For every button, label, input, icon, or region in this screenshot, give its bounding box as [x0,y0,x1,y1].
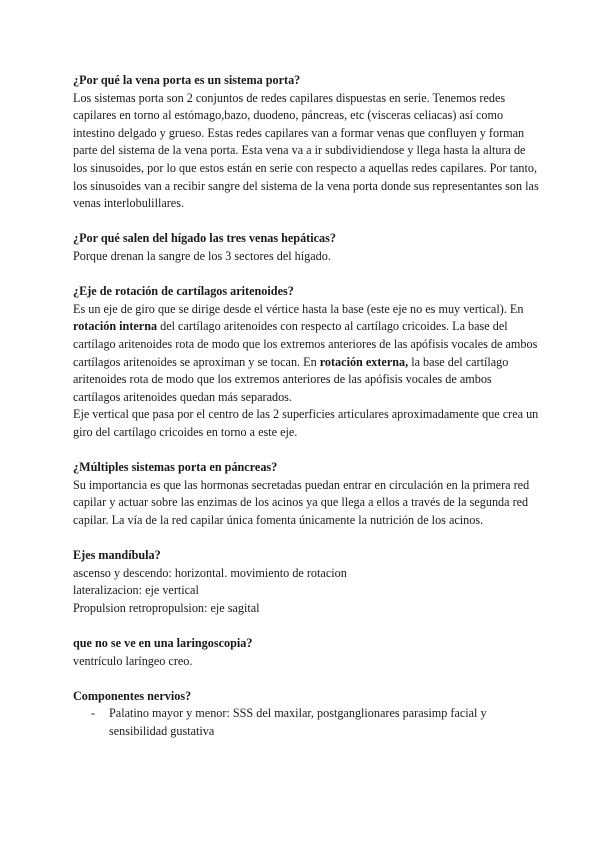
text-run: Es un eje de giro que se dirige desde el vértice hasta la base (este eje no es muy vertical). En [73,301,524,316]
text-run: la base del cartílago aritenoides rota de modo que los extremos anteriores de las apófisis vocales de ambos cartílagos aritenoides quedan más separados. [73,354,509,404]
dash-bullet: - [91,706,96,721]
question-heading: que no se ve en una laringoscopia? [73,636,253,650]
answer-line: lateralizacion: eje vertical [73,583,199,598]
section-ejes-mandibula [73,547,540,617]
question-heading: ¿Por qué salen del hígado las tres venas hepáticas? [73,231,336,246]
bold-term-rotacion-externa: rotación externa, [319,354,409,369]
text-run: del cartílago aritenoides con respecto al cartílago cricoides. La base del cartílago aritenoides rota de modo que los extremos anteriores de las apófisis vocales de ambos cartílagos aritenoides se aproximan y se tocan. En [73,319,538,369]
question-heading: Componentes nervios? [73,688,192,703]
section-aritenoides [73,283,540,441]
question-heading: Ejes mandíbula? [73,548,161,563]
section-venas-hepaticas [73,230,540,265]
bold-term-rotacion-interna: rotación interna [73,319,158,334]
question-heading: ¿Eje de rotación de cartílagos aritenoides? [73,284,294,299]
answer-paragraph: Su importancia es que las hormonas secretadas puedan entrar en circulación en la primera red capilar y actuar sobre las enzimas de los acinos ya que llega a ellos a través de la segunda red capilar. La vía de la red capilar única fomenta únicamente la nutrición de los acinos. [73,477,530,527]
list-item-text: Palatino mayor y menor: SSS del maxilar, postganglionares parasimp facial y sensibilidad gustativa [109,706,487,738]
answer-line: Propulsion retropropulsion: eje sagital [73,600,260,615]
section-componentes-nervios [73,688,540,741]
question-heading: ¿Por qué la vena porta es un sistema porta? [73,73,301,87]
answer-paragraph: ventrículo laríngeo creo. [73,653,193,668]
section-laringoscopia [73,635,540,670]
section-pancreas [73,459,540,529]
answer-paragraph [73,301,540,407]
bullet-list [73,705,540,740]
answer-paragraph: Eje vertical que pasa por el centro de las 2 superficies articulares aproximadamente que crea un giro del cartílago cricoides en torno a este eje. [73,407,539,439]
answer-paragraph: Porque drenan la sangre de los 3 sectores del hígado. [73,248,331,263]
question-heading: ¿Múltiples sistemas porta en páncreas? [73,460,278,475]
section-vena-porta [73,72,540,213]
answer-line: ascenso y descendo: horizontal. movimiento de rotacion [73,565,347,580]
list-item [91,705,540,740]
answer-paragraph: Los sistemas porta son 2 conjuntos de redes capilares dispuestas en serie. Tenemos redes capilares en torno al estómago,bazo, duodeno, páncreas, etc (visceras celiacas) así como intestino delgado y grueso. Estas redes capilares van a formar venas que confluyen y forman parte del sistema de la vena porta. Esta vena va a ir subdividiendose y llega hasta la altura de los sinusoides, por lo que estos están en serie con respecto a aquellas redes capilares. Por tanto, los sinusoides van a recibir sangre del sistema de la vena porta donde sus representantes son las venas interlobulillares. [73,90,539,211]
